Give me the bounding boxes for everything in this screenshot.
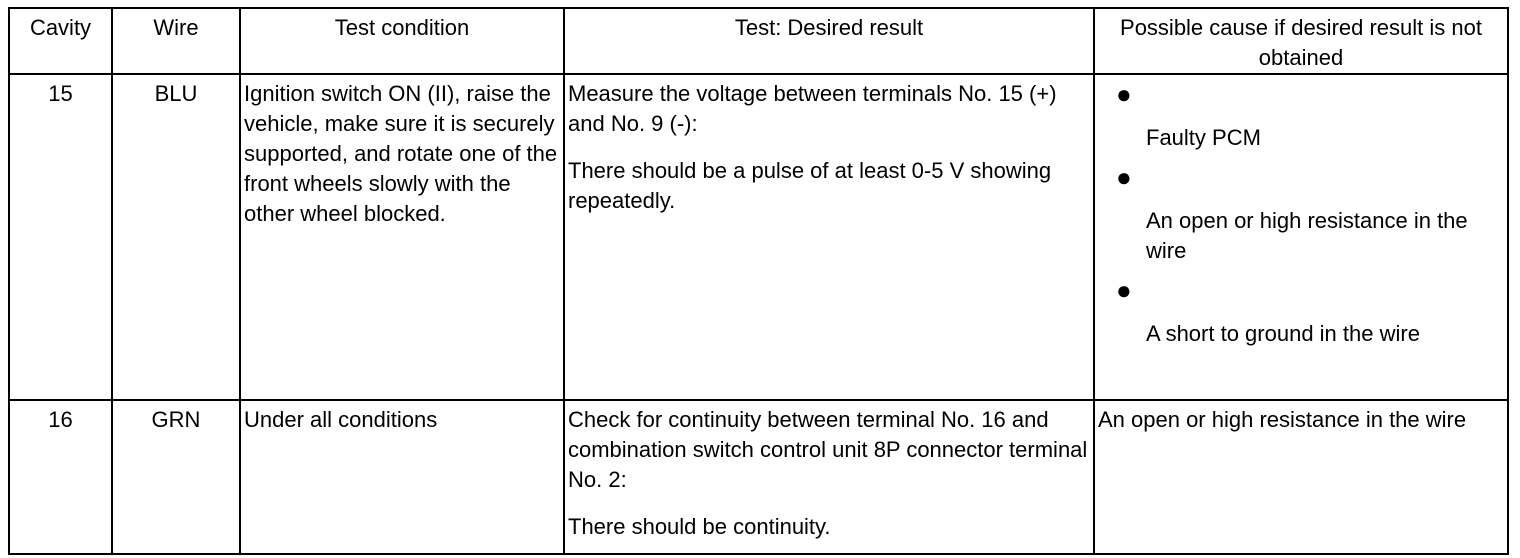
wire-color-cell: GRN bbox=[112, 400, 240, 554]
bullet-icon: ● bbox=[1116, 79, 1132, 109]
cause-text: Faulty PCM bbox=[1146, 125, 1261, 150]
header-wire: Wire bbox=[112, 8, 240, 74]
possible-cause-cell bbox=[1094, 74, 1508, 400]
list-item bbox=[1098, 162, 1504, 266]
table-row bbox=[9, 400, 1508, 554]
desired-result-instruction: Measure the voltage between terminals No. 15 (+) and No. 9 (-): bbox=[568, 81, 1057, 136]
test-condition-cell: Ignition switch ON (II), raise the vehicle, make sure it is securely supported, and rotate one of the front wheels slowly with the other wheel blocked. bbox=[240, 74, 564, 400]
cause-text: An open or high resistance in the wire bbox=[1146, 208, 1468, 263]
bullet-icon: ● bbox=[1116, 275, 1132, 305]
header-test-condition: Test condition bbox=[240, 8, 564, 74]
header-desired-result: Test: Desired result bbox=[564, 8, 1094, 74]
list-item bbox=[1098, 79, 1504, 153]
cause-text: A short to ground in the wire bbox=[1146, 321, 1420, 346]
desired-result-expectation: There should be continuity. bbox=[568, 514, 831, 539]
wire-color-cell: BLU bbox=[112, 74, 240, 400]
list-item bbox=[1098, 275, 1504, 349]
desired-result-cell bbox=[564, 74, 1094, 400]
desired-result-expectation: There should be a pulse of at least 0-5 V showing repeatedly. bbox=[568, 158, 1052, 213]
header-cavity: Cavity bbox=[9, 8, 112, 74]
desired-result-cell bbox=[564, 400, 1094, 554]
bullet-icon: ● bbox=[1116, 162, 1132, 192]
table-row bbox=[9, 74, 1508, 400]
possible-cause-cell: An open or high resistance in the wire bbox=[1094, 400, 1508, 554]
header-possible-cause: Possible cause if desired result is not obtained bbox=[1094, 8, 1508, 74]
possible-cause-list bbox=[1098, 79, 1504, 349]
header-row bbox=[9, 8, 1508, 74]
desired-result-instruction: Check for continuity between terminal No. 16 and combination switch control unit 8P connector terminal No. 2: bbox=[568, 407, 1088, 492]
diagnostic-table bbox=[8, 7, 1509, 555]
cavity-cell: 16 bbox=[9, 400, 112, 554]
cavity-cell: 15 bbox=[9, 74, 112, 400]
test-condition-cell: Under all conditions bbox=[240, 400, 564, 554]
